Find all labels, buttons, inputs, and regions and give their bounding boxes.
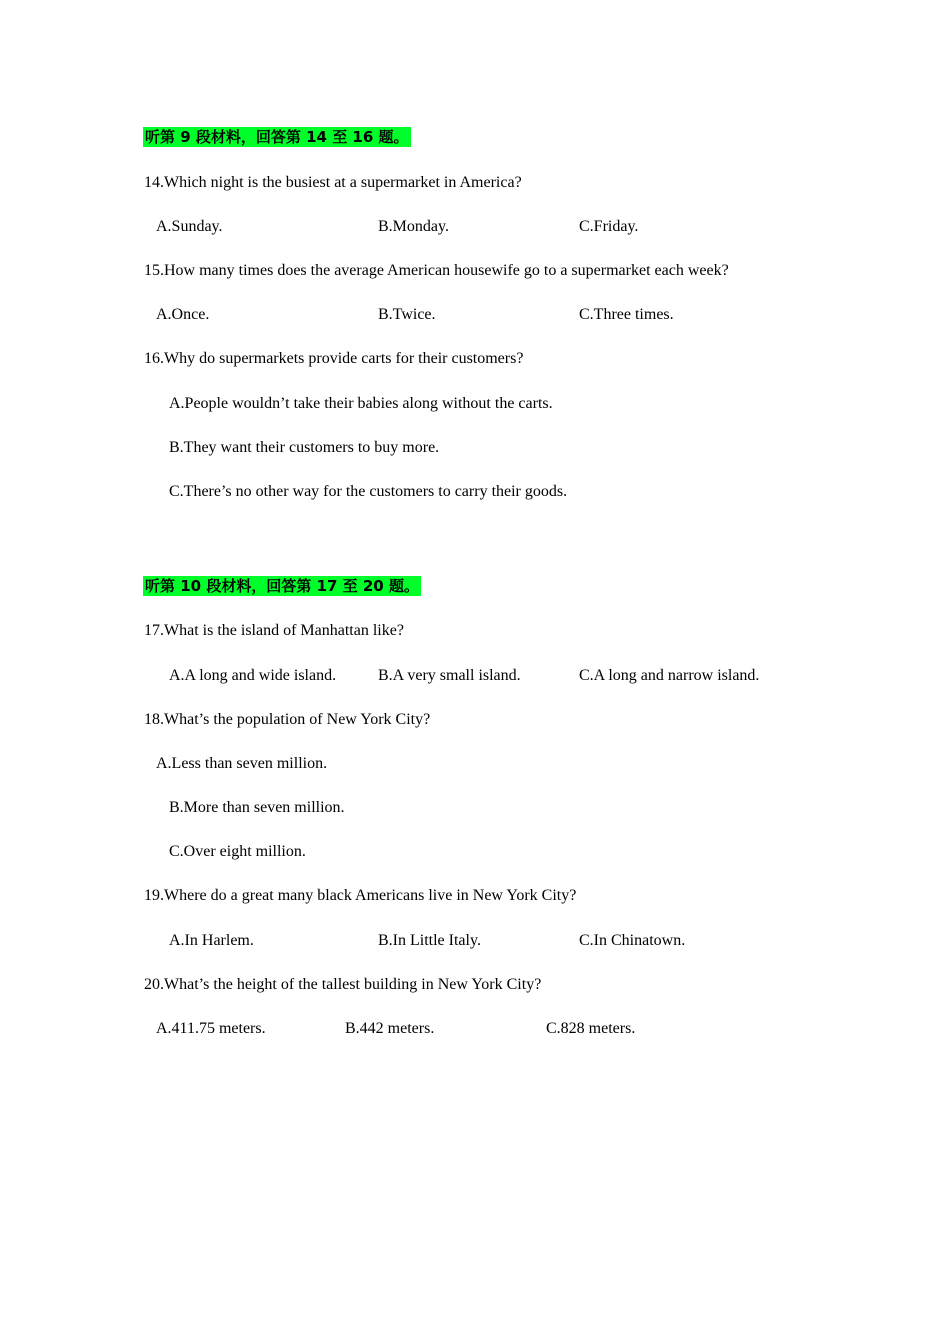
question-16: 16.Why do supermarkets provide carts for their customers? — [144, 350, 524, 367]
q16-option-b: B.They want their customers to buy more. — [169, 439, 440, 456]
q20-option-b: B.442 meters. — [345, 1020, 435, 1037]
q15-option-a: A.Once. — [156, 306, 210, 323]
q15-option-c: C.Three times. — [579, 306, 674, 323]
q17-option-b: B.A very small island. — [378, 667, 521, 684]
q17-option-c: C.A long and narrow island. — [579, 667, 760, 684]
question-14: 14.Which night is the busiest at a supermarket in America? — [144, 174, 522, 191]
question-18: 18.What’s the population of New York City? — [144, 711, 431, 728]
q14-option-b: B.Monday. — [378, 218, 449, 235]
q16-option-a: A.People wouldn’t take their babies along without the carts. — [169, 395, 553, 412]
q18-option-a: A.Less than seven million. — [156, 755, 328, 772]
q17-option-a: A.A long and wide island. — [169, 667, 337, 684]
q18-option-c: C.Over eight million. — [169, 843, 306, 860]
q20-option-c: C.828 meters. — [546, 1020, 636, 1037]
section-9-header: 听第 9 段材料，回答第 14 至 16 题。 — [145, 128, 409, 146]
question-15: 15.How many times does the average American housewife go to a supermarket each week? — [144, 262, 729, 279]
q14-option-c: C.Friday. — [579, 218, 639, 235]
q15-option-b: B.Twice. — [378, 306, 436, 323]
q19-option-c: C.In Chinatown. — [579, 932, 686, 949]
question-20: 20.What’s the height of the tallest building in New York City? — [144, 976, 542, 993]
question-17: 17.What is the island of Manhattan like? — [144, 622, 404, 639]
q19-option-b: B.In Little Italy. — [378, 932, 481, 949]
question-19: 19.Where do a great many black Americans live in New York City? — [144, 887, 577, 904]
section-10-header: 听第 10 段材料，回答第 17 至 20 题。 — [145, 577, 419, 595]
q19-option-a: A.In Harlem. — [169, 932, 254, 949]
q18-option-b: B.More than seven million. — [169, 799, 345, 816]
q20-option-a: A.411.75 meters. — [156, 1020, 266, 1037]
q14-option-a: A.Sunday. — [156, 218, 223, 235]
q16-option-c: C.There’s no other way for the customers to carry their goods. — [169, 483, 568, 500]
